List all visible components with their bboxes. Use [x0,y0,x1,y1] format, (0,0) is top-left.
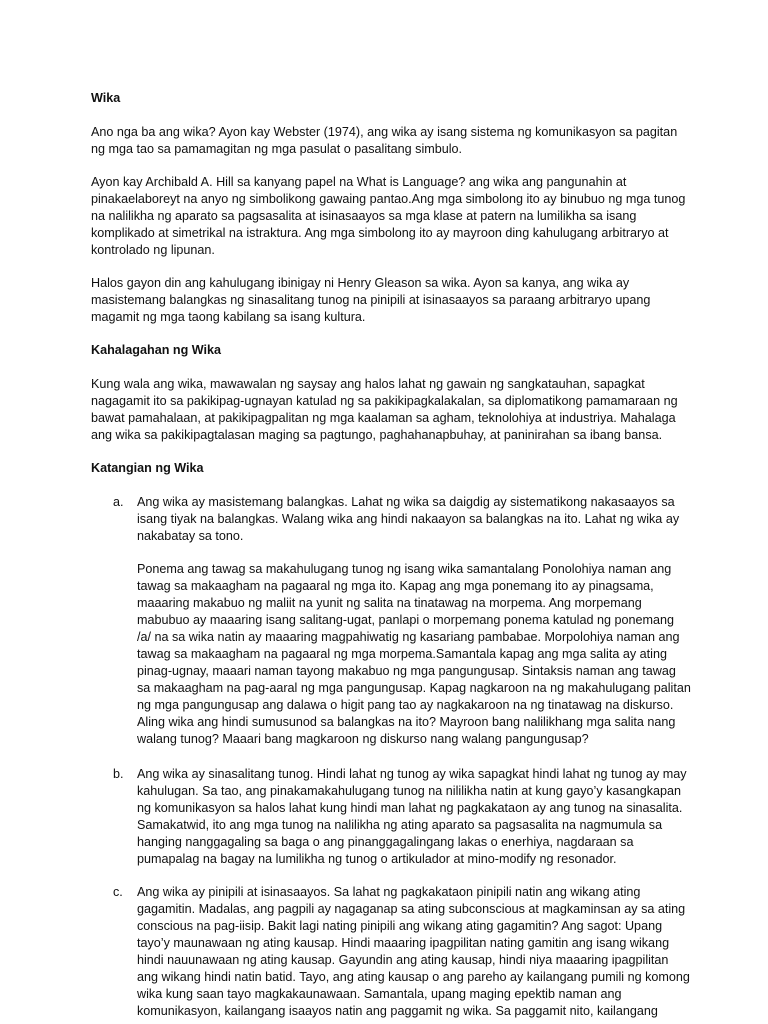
section-paragraph: Kung wala ang wika, mawawalan ng saysay ang halos lahat ng gawain ng sangkatauhan, sapagkat nagagamit ito sa pakikipag-ugnayan katulad ng sa pakikipagkalakalan, sa diplomatikong pamamaraan ng bawat pamahalaan, at pakikipagpalitan ng mga kaalaman sa agham, teknolohiya at industriya. Mahalaga ang wika sa pakikipagtalasan maging sa pagtungo, paghahanapbuhay, at paninirahan sa ibang bansa. [91,377,678,442]
document-body [91,90,691,1024]
intro-paragraph: Ayon kay Archibald A. Hill sa kanyang papel na What is Language? ang wika ang pangunahin at pinakaelaboreyt na anyo ng simbolikong gawaing pantao.Ang mga simbolong ito ay binubuo ng mga tunog na nalilikha ng aparato sa pagsasalita at isinasaayos sa mga klase at patern na lumilikha sa isang komplikado at simetrikal na istraktura. Ang mga simbolong ito ay mayroon ding kahulugang arbitraryo at kontrolado ng lipunan. [91,175,686,257]
list-marker: b. [113,767,124,781]
list-marker: c. [113,885,123,899]
list-item-text: Ang wika ay masistemang balangkas. Lahat ng wika sa daigdig ay sistematikong nakasaayos sa isang tiyak na balangkas. Walang wika ang hindi nakaayon sa balangkas na ito. Lahat ng wika ay nakabatay sa tono. [137,495,680,543]
list-item [91,884,691,1020]
list-item-text: Ang wika ay pinipili at isinasaayos. Sa lahat ng pagkakataon pinipili natin ang wikang ating gagamitin. Madalas, ang pagpili ay nagaganap sa ating subconscious at magkaminsan ay sa ating conscious na pag-iisip. Bakit lagi nating pinipili ang wikang ating gagamitin? Ang sagot: Upang tayo’y maunawaan ng ating kausap. Hindi maaaring ipagpilitan nating gamitin ang isang wikang hindi nauunawaan ng ating kausap. Gayundin ang ating kausap, hindi niya maaaring ipagpilitan ang wikang hindi natin batid. Tayo, ang ating kausap o ang pareho ay kailangang pumili ng komong wika kung saan tayo magkakaunawaan. Samantala, upang maging epektib naman ang komunikasyon, kailangang isaayos natin ang paggamit ng wika. Sa paggamit nito, kailangang [137,885,690,1018]
intro-paragraph: Ano nga ba ang wika? Ayon kay Webster (1974), ang wika ay isang sistema ng komunikasyon sa pagitan ng mga tao sa pamamagitan ng mga pasulat o pasalitang simbulo. [91,125,678,156]
intro-paragraph: Halos gayon din ang kahulugang ibinigay ni Henry Gleason sa wika. Ayon sa kanya, ang wika ay masistemang balangkas ng sinasalitang tunog na pinipili at isinasaayos sa paraang arbitraryo upang magamit ng mga taong kabilang sa isang kultura. [91,276,651,324]
list-marker: a. [113,495,124,509]
section-heading: Katangian ng Wika [91,461,204,475]
document-title: Wika [91,91,121,105]
list-item [91,494,691,545]
list-item [91,766,691,868]
list-item-continuation: Ponema ang tawag sa makahulugang tunog ng isang wika samantalang Ponolohiya naman ang tawag sa makaagham na pagaaral ng mga ito. Kapag ang mga ponemang ito ay pinagsama, maaaring makabuo ng maliit na yunit ng salita na tinatawag na morpema. Ang morpemang mabubuo ay maaaring isang salitang-ugat, panlapi o morpemang ponema katulad ng ponemang /a/ na sa wika natin ay maaaring magpahiwatig ng kasariang pambabae. Morpolohiya naman ang tawag sa makaagham na pagaaral ng mga morpema.Samantala kapag ang mga salita ay ating pinag-ugnay, maaari naman tayong makabuo ng mga pangungusap. Sintaksis naman ang tawag sa makaagham na pag-aaral ng mga pangungusap. Kapag nagkaroon na ng makahulugang palitan ng mga pangungusap ang dalawa o higit pang tao ay nagkakaroon na ng tinatawag na diskurso. Aling wika ang hindi sumusunod sa balangkas na ito? Mayroon bang nalilikhang mga salita nang walang tunog? Maaari bang magkaroon ng diskurso nang walang pangungusap? [137,562,691,746]
section-heading: Kahalagahan ng Wika [91,343,222,357]
list-item-text: Ang wika ay sinasalitang tunog. Hindi lahat ng tunog ay wika sapagkat hindi lahat ng tunog ay may kahulugan. Sa tao, ang pinakamakahulugang tunog na nililikha natin at kung gayo’y kasangkapan ng komunikasyon sa halos lahat kung hindi man lahat ng pagkakataon ay ang tunog na sinasalita. Samakatwid, ito ang mga tunog na nalilikha ng ating aparato sa pagsasalita na nagmumula sa hanging nanggagaling sa baga o ang pinanggagalingang lakas o enerhiya, nagdaraan sa pumapalag na bagay na lumilikha ng tunog o artikulador at mino-modify ng resonador. [137,767,687,866]
